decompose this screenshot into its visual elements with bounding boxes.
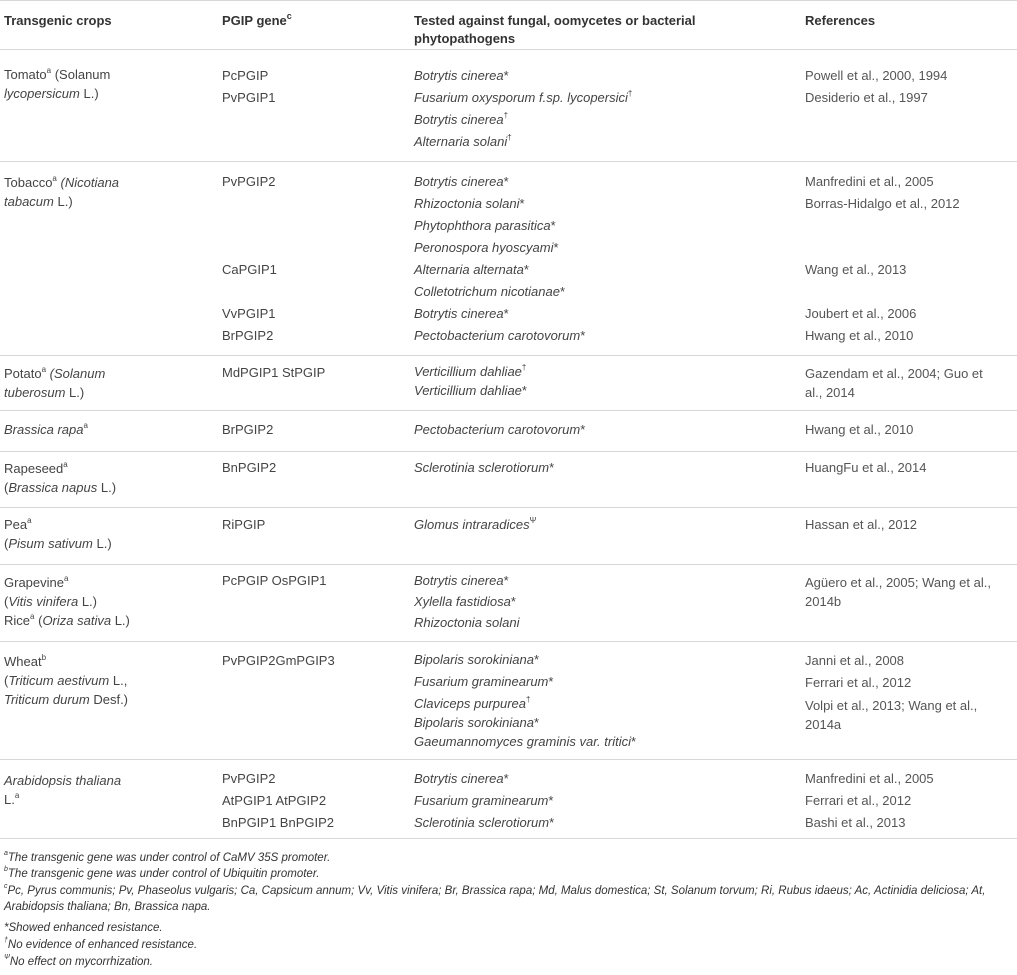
crop-latin: Oriza sativa: [42, 613, 112, 628]
pathogen: [414, 65, 799, 87]
pathogen-name: Botrytis cinerea: [414, 68, 504, 83]
pathogens-brassica-rapa: [414, 419, 799, 441]
gene: BnPGIP1 BnPGIP2: [222, 815, 335, 830]
pathogen: [414, 612, 799, 633]
crop-author: L.): [57, 194, 73, 209]
crop-sup: a: [63, 573, 69, 583]
pathogen-mark: *: [510, 594, 516, 609]
reference: Manfredini et al., 2005: [805, 174, 934, 189]
gene: PcPGIP OsPGIP1: [222, 573, 327, 588]
pathogens-pea: [414, 514, 799, 536]
header-tested-against: Tested against fungal, oomycetes or bacterial phytopathogens: [414, 13, 696, 46]
pathogen-mark: *: [549, 460, 555, 475]
pathogen-mark: *: [533, 715, 540, 730]
genes-potato: [222, 362, 402, 384]
gene: PvPGIP2: [222, 174, 276, 189]
crop-name: Pea: [4, 517, 28, 532]
gene: BnPGIP2: [222, 460, 277, 475]
crop-latin: (Nicotiana: [60, 175, 120, 190]
reference: Hwang et al., 2010: [805, 328, 914, 343]
crop-author: Desf.): [93, 692, 129, 707]
pathogen: [414, 732, 799, 751]
refs-grapevine-rice: Agüero et al., 2005; Wang et al., 2014b: [805, 575, 991, 609]
footnote-text: The transgenic gene was under control of CaMV 35S promoter.: [7, 852, 331, 864]
pathogen: [414, 768, 799, 790]
crop-name: Grapevine: [4, 575, 64, 590]
pathogen: [414, 109, 799, 131]
pathogen: [414, 790, 799, 812]
crop-sup: a: [41, 364, 47, 374]
crop-latin: Brassica rapa: [4, 422, 84, 437]
genes-pea: [222, 514, 402, 536]
row-tobacco: [0, 162, 1017, 356]
pathogen-mark: *: [533, 652, 540, 667]
pathogen: [414, 570, 799, 591]
pathogen: [414, 259, 799, 281]
pathogen-name: Bipolaris sorokiniana: [414, 652, 534, 667]
crop-grapevine-rice: [4, 573, 209, 630]
pathogen-mark: *: [580, 422, 586, 437]
pathogen-mark: *: [548, 793, 554, 808]
pathogens-potato: [414, 362, 799, 400]
pathogen: [414, 650, 799, 672]
footnote-psi: [4, 954, 1009, 970]
header-transgenic-crops: Transgenic crops: [4, 13, 112, 28]
gene: PcPGIP: [222, 68, 269, 83]
reference: Janni et al., 2008: [805, 653, 905, 668]
pathogen: [414, 193, 799, 215]
pathogen-name: lycopersici: [567, 90, 628, 105]
pathogen: [414, 362, 799, 381]
gene: BrPGIP2: [222, 422, 274, 437]
crop-latin: tuberosum: [4, 385, 66, 400]
crop-paren: (: [4, 536, 9, 551]
footnote-mark: †: [4, 937, 8, 945]
reference: Desiderio et al., 1997: [805, 90, 928, 105]
genes-tobacco: [222, 171, 402, 347]
gene: PvPGIP2GmPGIP3: [222, 653, 335, 668]
footnote-dagger: [4, 937, 1009, 953]
footnote-star: *Showed enhanced resistance.: [4, 922, 163, 934]
reference: Ferrari et al., 2012: [805, 793, 912, 808]
pathogen-mark: *: [503, 771, 509, 786]
refs-tomato: [805, 65, 1017, 109]
pathogen-mark: *: [580, 328, 586, 343]
pathogen-name: Rhizoctonia solani: [414, 615, 520, 630]
genes-arabidopsis: [222, 768, 402, 834]
pathogen-mark: †: [503, 110, 509, 120]
pathogen-mark: *: [630, 734, 637, 749]
pathogen-name: Pectobacterium carotovorum: [414, 328, 581, 343]
crop-latin: Vitis vinifera: [8, 594, 79, 609]
footnote-b: [4, 866, 1009, 882]
pathogen-name: Verticillium dahliae: [414, 383, 522, 398]
crop-arabidopsis: [4, 771, 209, 809]
pathogen-mark: †: [627, 88, 633, 98]
reference: Bashi et al., 2013: [805, 815, 906, 830]
crop-author: L.): [83, 86, 99, 101]
crop-author: L.): [114, 613, 130, 628]
crop-sup: a: [83, 420, 88, 430]
gene: PvPGIP1: [222, 90, 276, 105]
reference: HuangFu et al., 2014: [805, 460, 927, 475]
pathogen-mark: *: [521, 383, 527, 398]
crop-name: Rapeseed: [4, 461, 64, 476]
pathogen: [414, 672, 799, 694]
genes-wheat: [222, 650, 402, 672]
crop-paren: (: [4, 673, 9, 688]
row-pea: [0, 508, 1017, 565]
pathogen: [414, 812, 799, 834]
refs-potato: Gazendam et al., 2004; Guo et al., 2014: [805, 366, 983, 400]
footnote-c: [4, 883, 1004, 915]
row-grapevine-rice: [0, 565, 1017, 642]
crop-name: Tomato: [4, 67, 47, 82]
crop-latin: (Solanum: [49, 366, 106, 381]
pathogen-mark: *: [548, 674, 554, 689]
reference: Hwang et al., 2010: [805, 422, 914, 437]
footnote-mark: a: [4, 850, 8, 858]
crop-author: L.: [4, 792, 15, 807]
reference: Volpi et al., 2013; Wang et al., 2014a: [805, 698, 978, 732]
pathogen-mark: †: [526, 694, 531, 704]
pathogen: [414, 419, 799, 441]
genes-brassica-rapa: [222, 419, 402, 441]
crop-latin: Arabidopsis thaliana: [4, 773, 122, 788]
crop-latin: Triticum aestivum: [8, 673, 110, 688]
gene: MdPGIP1 StPGIP: [222, 365, 326, 380]
genes-tomato: [222, 65, 402, 109]
pathogen-name: Colletotrichum nicotianae: [414, 284, 560, 299]
crop-paren: (: [4, 594, 9, 609]
footnote-text: No evidence of enhanced resistance.: [7, 939, 198, 951]
crop-paren: (: [38, 613, 43, 628]
pathogen-name: Phytophthora parasitica: [414, 218, 551, 233]
reference: Wang et al., 2013: [805, 262, 907, 277]
reference: Joubert et al., 2006: [805, 306, 917, 321]
crop-sup: b: [41, 652, 47, 662]
crop-tobacco: [4, 173, 209, 211]
crop-sup: a: [63, 459, 68, 469]
pathogen-name: Botrytis cinerea: [414, 573, 504, 588]
crop-sup: a: [30, 611, 35, 621]
pathogen-mark: *: [503, 573, 509, 588]
pathogen-name: Pectobacterium carotovorum: [414, 422, 581, 437]
reference: Hassan et al., 2012: [805, 517, 918, 532]
pathogen-mark: *: [549, 815, 555, 830]
header-pgip-gene: [222, 12, 402, 30]
crop-author: L.): [96, 536, 112, 551]
pathogen: [414, 694, 799, 713]
row-arabidopsis: [0, 760, 1017, 839]
reference: Borras-Hidalgo et al., 2012: [805, 196, 960, 211]
crop-author: L.,: [112, 673, 128, 688]
pathogen-name: Fusarium oxysporum: [414, 90, 536, 105]
pathogen-mark: Ψ: [529, 515, 537, 525]
pathogen: [414, 457, 799, 479]
pathogens-rapeseed: [414, 457, 799, 479]
pathogen: [414, 303, 799, 325]
pathogen-name: Bipolaris sorokiniana: [414, 715, 534, 730]
pathogen-name: Botrytis cinerea: [414, 112, 504, 127]
refs-arabidopsis: [805, 768, 1017, 834]
row-rapeseed: [0, 452, 1017, 508]
crop-sup: a: [14, 790, 20, 800]
gene: VvPGIP1: [222, 306, 276, 321]
pathogen-mark: *: [519, 196, 525, 211]
gene: PvPGIP2: [222, 771, 276, 786]
pathogens-wheat: [414, 650, 799, 751]
pathogens-grapevine-rice: [414, 570, 799, 633]
gene: CaPGIP1: [222, 262, 277, 277]
pathogen: [414, 87, 799, 109]
gene: AtPGIP1 AtPGIP2: [222, 793, 327, 808]
pathogens-arabidopsis: [414, 768, 799, 834]
pathogen-name: Botrytis cinerea: [414, 306, 504, 321]
reference: Manfredini et al., 2005: [805, 771, 934, 786]
header-pgip-gene-text: PGIP gene: [222, 13, 287, 28]
pathogen-mark: *: [523, 262, 529, 277]
pathogen: [414, 215, 799, 237]
crop-name: Tobacco: [4, 175, 53, 190]
pathogen-mark: *: [503, 174, 509, 189]
table-header: [0, 0, 1017, 50]
pathogen-name: Glomus intraradices: [414, 517, 530, 532]
pathogen-name: Alternaria alternata: [414, 262, 524, 277]
row-brassica-rapa: [0, 411, 1017, 452]
pathogen-name: Alternaria solani: [414, 134, 508, 149]
refs-rapeseed: [805, 457, 1017, 479]
pathogen-mark: *: [503, 306, 509, 321]
crop-author: L.): [69, 385, 85, 400]
pathogen-name: Verticillium dahliae: [414, 364, 522, 379]
pathogen: [414, 713, 799, 732]
pathogen-mark: *: [503, 68, 509, 83]
gene: RiPGIP: [222, 517, 266, 532]
row-wheat: [0, 642, 1017, 760]
genes-rapeseed: [222, 457, 402, 479]
pathogen-mark: *: [559, 284, 566, 299]
row-tomato: [0, 50, 1017, 162]
pathogen: [414, 237, 799, 259]
crop-wheat: [4, 652, 209, 709]
crop-sup: a: [52, 173, 57, 183]
pathogens-tomato: [414, 65, 799, 153]
refs-pea: [805, 514, 1017, 536]
pathogen-mark: †: [507, 132, 512, 142]
crop-latin: Pisum sativum: [8, 536, 93, 551]
refs-brassica-rapa: [805, 419, 1017, 441]
pathogen: [414, 381, 799, 400]
refs-wheat: [805, 650, 1017, 734]
footnote-text: The transgenic gene was under control of Ubiquitin promoter.: [7, 868, 320, 880]
pathogen-name: Gaeumannomyces graminis var. tritici: [414, 734, 631, 749]
pathogen-mark: *: [550, 218, 556, 233]
pathogen-name: Peronospora hyoscyami: [414, 240, 554, 255]
crop-latin: Triticum durum: [4, 692, 90, 707]
header-pgip-gene-sup: c: [286, 10, 292, 21]
pathogen-mark: †: [521, 362, 527, 372]
pathogen-name: Botrytis cinerea: [414, 771, 504, 786]
crop-sup: a: [27, 515, 32, 525]
crop-name: Potato: [4, 366, 42, 381]
crop-sup: a: [46, 65, 52, 75]
pathogen: [414, 281, 799, 303]
crop-name: Wheat: [4, 654, 42, 669]
pathogen-mark: *: [553, 240, 559, 255]
pathogen-name: Xylella fastidiosa: [414, 594, 511, 609]
reference: Powell et al., 2000, 1994: [805, 68, 948, 83]
crop-latin: Brassica napus: [8, 480, 98, 495]
pathogens-tobacco: [414, 171, 799, 347]
row-potato: [0, 356, 1017, 411]
gene: BrPGIP2: [222, 328, 274, 343]
crop-latin: lycopersicum: [4, 86, 80, 101]
crop-potato: [4, 364, 209, 402]
pathogen-name: Sclerotinia sclerotiorum: [414, 460, 550, 475]
pathogen-forma: f.sp.: [539, 90, 564, 105]
pathogen: [414, 171, 799, 193]
pathogen: [414, 325, 799, 347]
pathogen-name: Claviceps purpurea: [414, 696, 527, 711]
refs-tobacco: [805, 171, 1017, 347]
pathogen-name: Fusarium graminearum: [414, 793, 549, 808]
footnote-mark: c: [4, 883, 8, 891]
crop-author: L.): [81, 594, 97, 609]
genes-grapevine-rice: [222, 570, 402, 592]
pathogen: [414, 591, 799, 612]
pathogen-name: Rhizoctonia solani: [414, 196, 520, 211]
crop-latin: tabacum: [4, 194, 54, 209]
pathogen: [414, 514, 799, 536]
header-references: References: [805, 13, 876, 28]
pathogen-name: Fusarium graminearum: [414, 674, 549, 689]
crop-pea: [4, 515, 209, 553]
crop-tomato: [4, 65, 209, 103]
footnote-text: No effect on mycorrhization.: [9, 956, 153, 968]
pathogen: [414, 131, 799, 153]
crop-brassica-rapa: [4, 419, 209, 441]
pathogen-name: Sclerotinia sclerotiorum: [414, 815, 550, 830]
footnote-mark: b: [4, 866, 8, 874]
crop-rapeseed: [4, 459, 209, 497]
footnote-mark: Ψ: [4, 954, 10, 962]
crop-paren: (Solanum: [54, 67, 111, 82]
footnote-text: Pc, Pyrus communis; Pv, Phaseolus vulgaris; Ca, Capsicum annum; Vv, Vitis vinifera; Br, Brassica rapa; Md, Malus domestica; St, Solanum torvum; Ri, Rubus idaeus; Ac, Actinidia deliciosa; At, Arabidopsis thaliana; Bn, Brassica napa.: [4, 885, 986, 913]
reference: Ferrari et al., 2012: [805, 675, 912, 690]
footnote-a: [4, 850, 1009, 866]
crop-paren: (: [4, 480, 9, 495]
crop-name: Rice: [4, 613, 31, 628]
crop-author: L.): [100, 480, 117, 495]
pathogen-name: Botrytis cinerea: [414, 174, 504, 189]
